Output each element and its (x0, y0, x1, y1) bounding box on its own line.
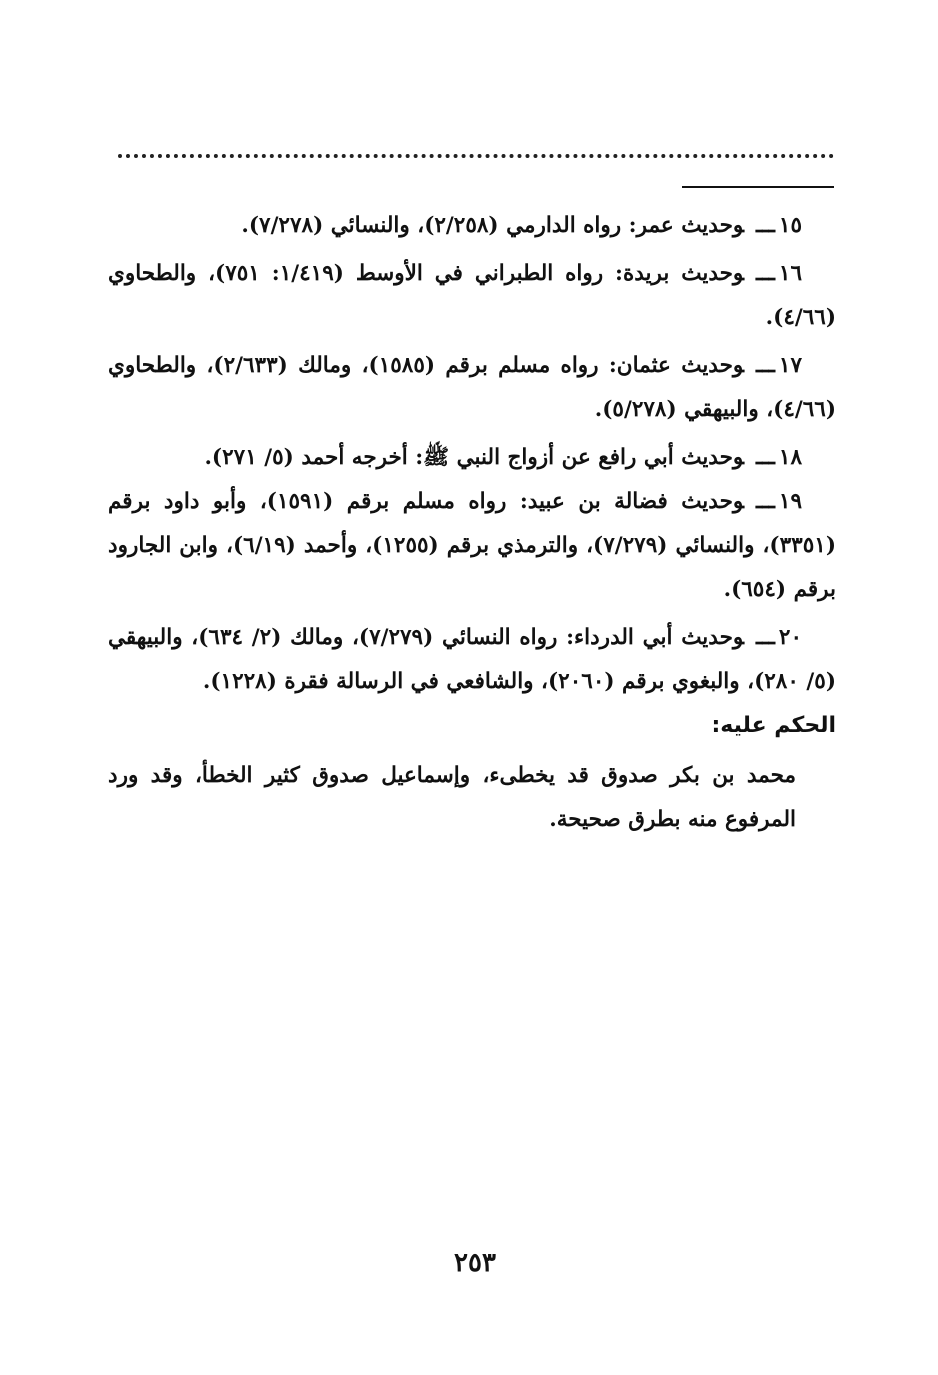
page-number: ٢٥٣ (454, 1248, 496, 1278)
footnote-number: ١٦ (778, 261, 803, 286)
footnote-16: ١٦ـــوحديث بريدة: رواه الطبراني في الأوسط (١/٤١٩: ٧٥١)، والطحاوي (٤/٦٦). (108, 252, 836, 340)
footnote-number: ١٨ (778, 445, 802, 470)
footnote-20: ٢٠ـــوحديث أبي الدرداء: رواه النسائي (٧/٢٧٩)، ومالك (٢/ ٦٣٤)، والبيهقي (٥/ ٢٨٠)، والبغوي برقم (٢٠٦٠)، والشافعي في الرسالة فقرة (١٢٢٨). (108, 616, 836, 704)
ruling-text: محمد بن بكر صدوق قد يخطىء، وإسماعيل صدوق كثير الخطأ، وقد ورد المرفوع منه بطرق صحيحة. (108, 763, 796, 832)
footnote-rule (682, 186, 834, 188)
footnote-text: وحديث بريدة: رواه الطبراني في الأوسط (١/٤١٩: ٧٥١)، والطحاوي (٤/٦٦). (108, 261, 836, 330)
footnote-text: وحديث فضالة بن عبيد: رواه مسلم برقم (١٥٩١)، وأبو داود برقم (٣٣٥١)، والنسائي (٧/٢٧٩)، والترمذي برقم (١٢٥٥)، وأحمد (٦/١٩)، وابن الجارود برقم (٦٥٤). (108, 489, 836, 602)
footnote-number: ١٥ (778, 213, 802, 238)
ruling-heading: الحكم عليه: (711, 713, 836, 738)
footnote-17: ١٧ـــوحديث عثمان: رواه مسلم برقم (١٥٨٥)، ومالك (٢/٦٣٣)، والطحاوي (٤/٦٦)، والبيهقي (٥/٢٧٨). (108, 344, 836, 432)
footnote-text: وحديث أبي رافع عن أزواج النبي ﷺ: أخرجه أحمد (٥/ ٢٧١). (204, 445, 744, 470)
footnote-number: ٢٠ (778, 625, 802, 650)
footnote-text: وحديث عثمان: رواه مسلم برقم (١٥٨٥)، ومالك (٢/٦٣٣)، والطحاوي (٤/٦٦)، والبيهقي (٥/٢٧٨). (108, 353, 836, 422)
dotted-separator (118, 128, 834, 158)
footnote-number: ١٩ (778, 489, 802, 514)
footnote-number: ١٧ (778, 353, 802, 378)
footnote-text: وحديث عمر: رواه الدارمي (٢/٢٥٨)، والنسائي (٧/٢٧٨). (241, 213, 744, 238)
footnotes-block (108, 204, 836, 842)
footnote-19: ١٩ـــوحديث فضالة بن عبيد: رواه مسلم برقم (١٥٩١)، وأبو داود برقم (٣٣٥١)، والنسائي (٧/٢٧٩)، والترمذي برقم (١٢٥٥)، وأحمد (٦/١٩)، وابن الجارود برقم (٦٥٤). (108, 480, 836, 612)
footnote-15: ١٥ـــوحديث عمر: رواه الدارمي (٢/٢٥٨)، والنسائي (٧/٢٧٨). (108, 204, 836, 248)
footnote-text: وحديث أبي الدرداء: رواه النسائي (٧/٢٧٩)، ومالك (٢/ ٦٣٤)، والبيهقي (٥/ ٢٨٠)، والبغوي برقم (٢٠٦٠)، والشافعي في الرسالة فقرة (١٢٢٨). (108, 625, 836, 694)
footnote-18: ١٨ـــوحديث أبي رافع عن أزواج النبي ﷺ: أخرجه أحمد (٥/ ٢٧١). (108, 436, 836, 480)
